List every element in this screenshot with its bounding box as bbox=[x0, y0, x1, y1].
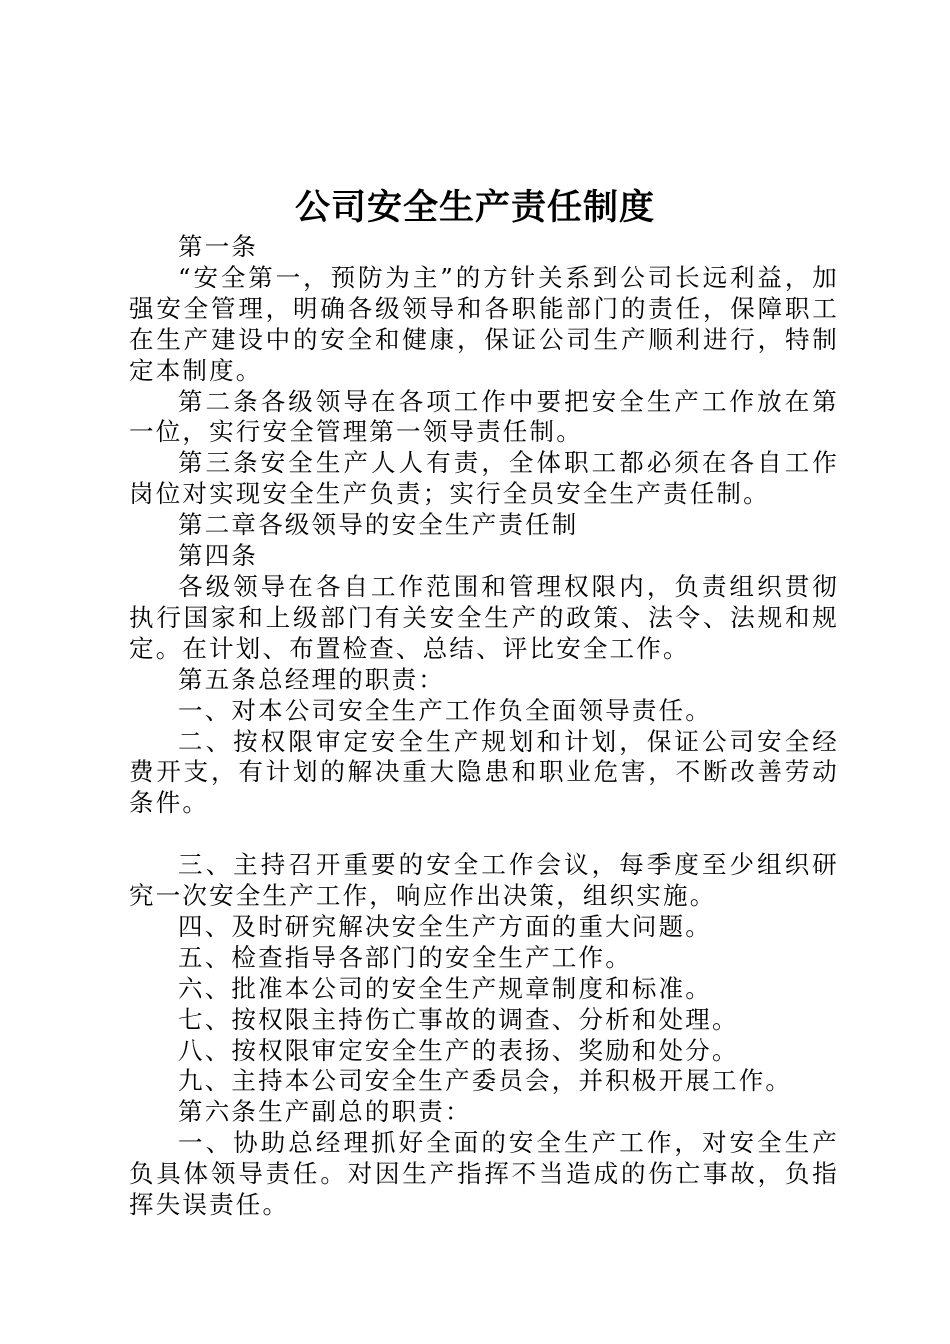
paragraph: “安全第一，预防为主”的方针关系到公司长远利益，加强安全管理，明确各级领导和各职能部门的责任，保障职工在生产建设中的安全和健康，保证公司生产顺利进行，特制定本制度。 bbox=[129, 262, 839, 385]
document-body bbox=[129, 232, 839, 1221]
paragraph: 第一条 bbox=[178, 232, 259, 261]
paragraph: 六、批准本公司的安全生产规章制度和标准。 bbox=[178, 973, 712, 1003]
paragraph: 第二章各级领导的安全生产责任制 bbox=[178, 510, 579, 540]
blank-line bbox=[129, 819, 839, 850]
paragraph: 五、检查指导各部门的安全生产工作。 bbox=[178, 942, 632, 972]
paragraph: 第二条各级领导在各项工作中要把安全生产工作放在第一位，实行安全管理第一领导责任制。 bbox=[129, 386, 839, 447]
paragraph: 七、按权限主持伤亡事故的调查、分析和处理。 bbox=[178, 1004, 739, 1034]
paragraph: 一、对本公司安全生产工作负全面领导责任。 bbox=[178, 695, 712, 725]
document-title: 公司安全生产责任制度 bbox=[294, 188, 655, 228]
paragraph: 四、及时研究解决安全生产方面的重大问题。 bbox=[178, 911, 712, 941]
paragraph: 二、按权限审定安全生产规划和计划，保证公司安全经费开支，有计划的解决重大隐患和职业危害，不断改善劳动条件。 bbox=[129, 726, 839, 818]
paragraph: 第五条总经理的职责： bbox=[178, 664, 445, 694]
paragraph: 三、主持召开重要的安全工作会议，每季度至少组织研究一次安全生产工作，响应作出决策，组织实施。 bbox=[129, 850, 839, 911]
paragraph: 各级领导在各自工作范围和管理权限内，负责组织贯彻执行国家和上级部门有关安全生产的政策、法令、法规和规定。在计划、布置检查、总结、评比安全工作。 bbox=[129, 571, 839, 663]
paragraph: 八、按权限审定安全生产的表扬、奖励和处分。 bbox=[178, 1035, 739, 1065]
paragraph: 一、协助总经理抓好全面的安全生产工作，对安全生产负具体领导责任。对因生产指挥不当造成的伤亡事故，负指挥失误责任。 bbox=[129, 1128, 839, 1220]
paragraph: 九、主持本公司安全生产委员会，并积极开展工作。 bbox=[178, 1066, 793, 1096]
paragraph: 第四条 bbox=[178, 541, 259, 571]
paragraph: 第三条安全生产人人有责，全体职工都必须在各自工作岗位对实现安全生产负责；实行全员安全生产责任制。 bbox=[129, 448, 839, 509]
paragraph: 第六条生产副总的职责： bbox=[178, 1097, 472, 1127]
